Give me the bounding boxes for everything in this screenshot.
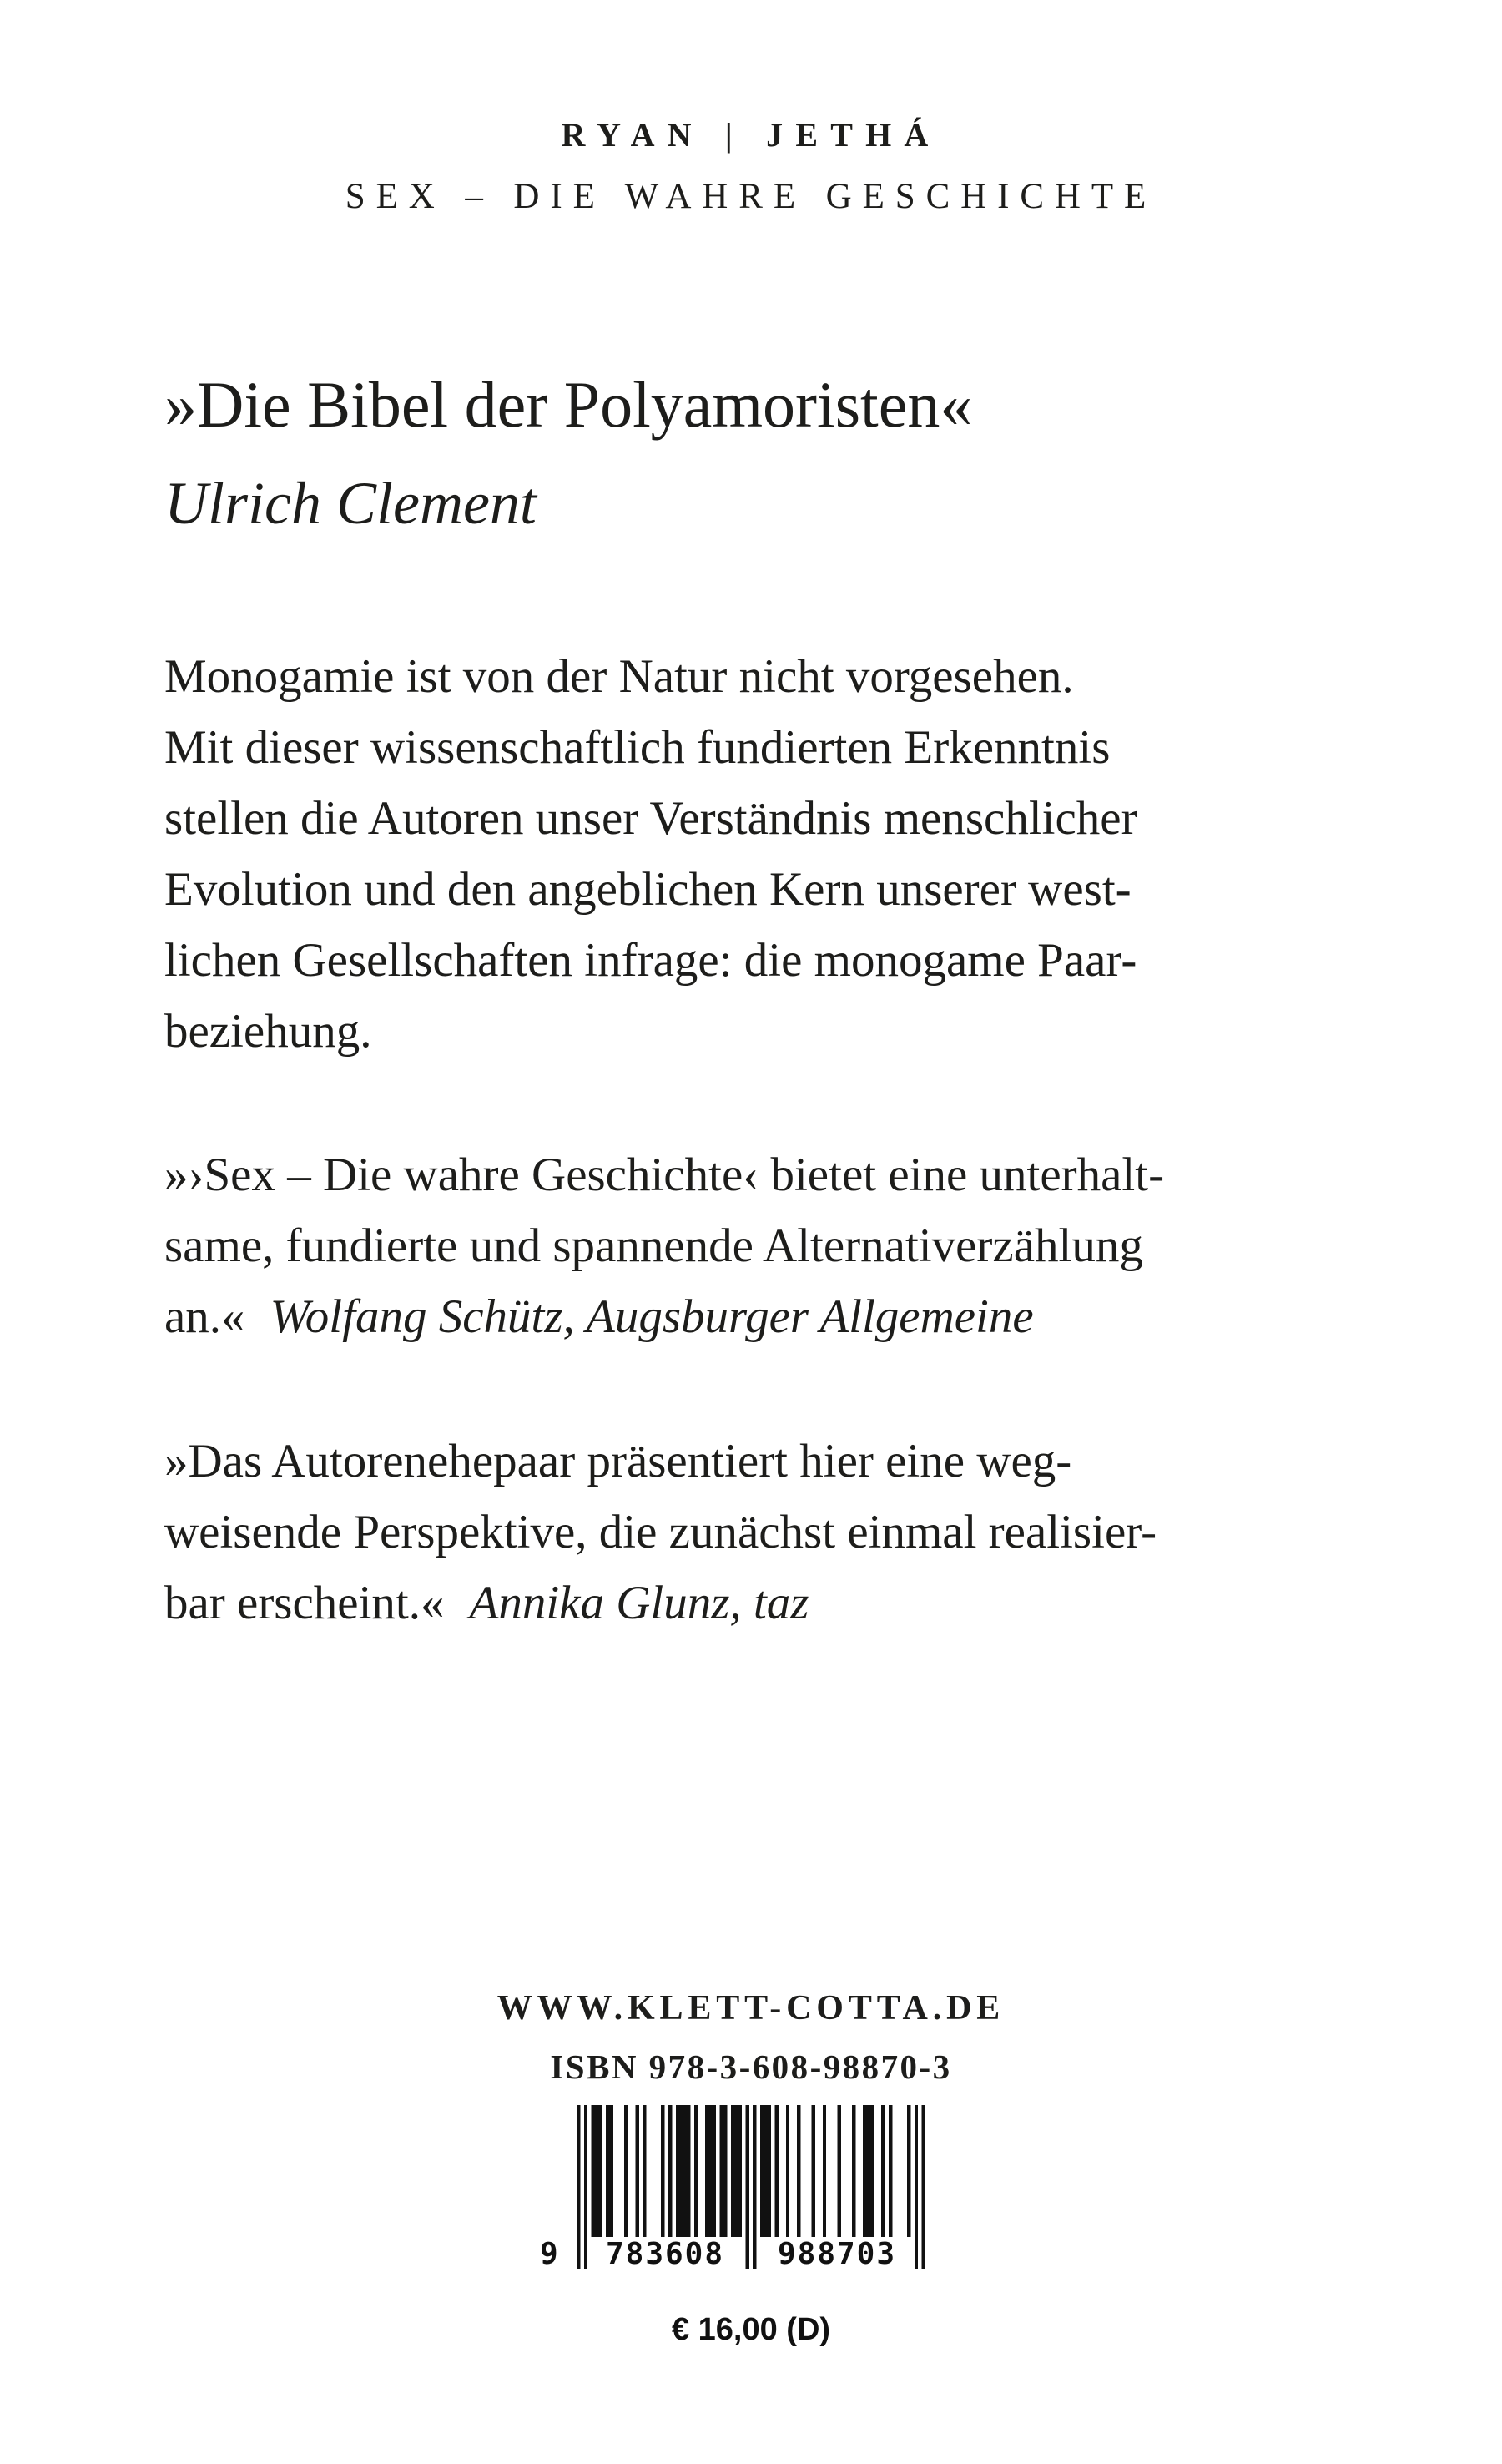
- ean-barcode: [540, 2105, 925, 2272]
- barcode-digit-group-2: 988703: [777, 2237, 897, 2271]
- press-quote-attribution: Annika Glunz, taz: [469, 1577, 809, 1629]
- lead-quote: [164, 366, 972, 538]
- cover-header: [0, 115, 1502, 217]
- blurb-paragraph: [164, 641, 1137, 1067]
- press-quote-line: weisende Perspektive, die zunächst einmal realisier-: [164, 1506, 1157, 1558]
- blurb-line: stellen die Autoren unser Verständnis menschlicher: [164, 792, 1137, 845]
- lead-quote-attribution: Ulrich Clement: [164, 469, 537, 537]
- blurb-line: Mit dieser wissenschaftlich fundierten Erkenntnis: [164, 721, 1111, 774]
- press-quote-line: »›Sex – Die wahre Geschichte‹ bietet eine unterhalt-: [164, 1149, 1165, 1201]
- lead-quote-text: »Die Bibel der Polyamoristen«: [164, 368, 973, 441]
- press-quote-closing: bar erscheint.«: [164, 1577, 445, 1629]
- publisher-website: WWW.KLETT-COTTA.DE: [496, 1989, 1006, 2027]
- isbn-number: ISBN 978-3-608-98870-3: [550, 2047, 952, 2086]
- barcode-digit-left: 9: [540, 2237, 560, 2271]
- barcode-digit-group-1: 783608: [605, 2237, 725, 2271]
- press-quote-line: [164, 1568, 1157, 1638]
- press-quote-1: [164, 1139, 1164, 1352]
- press-quote-line: [164, 1281, 1164, 1352]
- author-names: RYAN | JETHÁ: [561, 116, 941, 154]
- blurb-line: lichen Gesellschaften infrage: die monogame Paar-: [164, 934, 1137, 987]
- blurb-line: Evolution und den angeblichen Kern unserer west-: [164, 863, 1132, 916]
- blurb-line: beziehung.: [164, 1005, 372, 1058]
- press-quote-line: same, fundierte und spannende Alternativerzählung: [164, 1219, 1143, 1272]
- press-quote-line: »Das Autorenehepaar präsentiert hier eine weg-: [164, 1435, 1072, 1487]
- book-title: SEX – DIE WAHRE GESCHICHTE: [345, 177, 1157, 216]
- blurb-line: Monogamie ist von der Natur nicht vorgesehen.: [164, 650, 1074, 703]
- press-quote-attribution: Wolfang Schütz, Augsburger Allgemeine: [270, 1290, 1034, 1343]
- press-quote-2: [164, 1426, 1157, 1638]
- press-quote-closing: an.«: [164, 1290, 245, 1343]
- price-label: € 16,00 (D): [671, 2312, 831, 2347]
